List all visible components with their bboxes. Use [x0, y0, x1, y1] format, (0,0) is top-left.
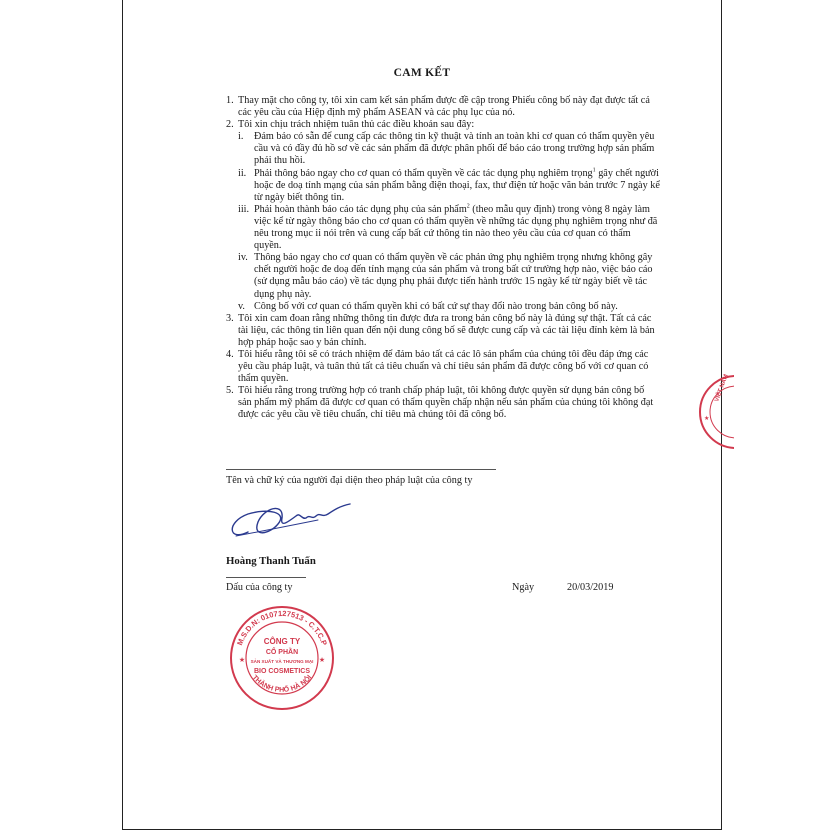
list-item: [226, 95, 660, 119]
seal-line-4: BIO COSMETICS: [253, 668, 311, 675]
sub-item-text: Thông báo ngay cho cơ quan có thẩm quyền về các phản ứng phụ nghiêm trọng nhưng không gây chết người hoặc đe doạ đến tính mạng của sản phẩm và trong bất cứ trường hợp nào, việc báo cáo (sử dụng mẫu báo cáo) về tác dụng phụ phải được tiến hành trước 15 ngày kể từ ngày biết về tác dụng phụ này.: [254, 252, 653, 300]
item-text: Tôi xin chịu trách nhiệm tuân thủ các điều khoản sau đây:: [238, 119, 475, 131]
sub-item-text: Đảm bảo có sẵn để cung cấp các thông tin kỹ thuật và tính an toàn khi cơ quan có thẩm quyền yêu cầu và có đầy đủ hồ sơ về các sản phẩm đã được phân phối để báo cáo trong trường hợp sản phẩm phải thu hồi.: [254, 131, 655, 167]
item-text: Thay mặt cho công ty, tôi xin cam kết sản phẩm được đề cập trong Phiếu công bố này đạt được tất cả các yêu cầu của Hiệp định mỹ phẩm ASEAN và các phụ lục của nó.: [238, 95, 650, 119]
sub-item: [226, 252, 660, 300]
stamp-line: [226, 577, 306, 578]
sub-item-text: Phải hoàn thành báo cáo tác dụng phụ của sản phẩm: [254, 203, 467, 215]
sub-item-text: Phải thông báo ngay cho cơ quan có thẩm quyền về các tác dụng phụ nghiêm trọng: [254, 167, 593, 179]
item-text: Tôi hiểu rằng trong trường hợp có tranh chấp pháp luật, tôi không được quyền sử dụng bản công bố sản phẩm mỹ phẩm đã được cơ quan có thẩm quyền chấp nhận nếu sản phẩm của chúng tôi không đạt được các yêu cầu về tiêu chuẩn, chỉ tiêu mà chúng tôi đã công bố.: [238, 385, 654, 421]
edge-seal-icon: [694, 372, 734, 452]
list-item: [226, 385, 660, 421]
sub-item-text-cont: gây chết người hoặc đe doạ tính mạng của sản phẩm bằng điện thoại, fax, thư điện tử hoặc văn bản trước 7 ngày kể từ ngày biết thông tin.: [254, 167, 660, 203]
seal-ring-text: M.S.D.N: 0107127513 - C.T.C.P: [235, 608, 329, 647]
date-label: Ngày: [512, 582, 535, 593]
sub-item: [226, 168, 660, 204]
sub-item: [226, 301, 660, 313]
date-value: 20/03/2019: [567, 582, 614, 593]
item-number: 2.: [226, 119, 234, 131]
svg-text:★: ★: [238, 656, 246, 664]
footnote-marker: 2: [466, 203, 470, 210]
stamp-label: Dấu của công ty: [226, 582, 293, 593]
sub-item: [226, 204, 660, 252]
sub-item-number: ii.: [238, 167, 247, 179]
document-title: CAM KẾT: [393, 67, 451, 79]
seal-line-3: SẢN XUẤT VÀ THƯƠNG MẠI: [250, 659, 314, 664]
list-item: [226, 313, 660, 349]
document-body: [226, 95, 660, 422]
item-number: 1.: [226, 95, 234, 106]
footnote-marker: 1: [592, 167, 596, 174]
sub-item-text: Công bố với cơ quan có thẩm quyền khi có bất cứ sự thay đổi nào trong bản công bố này.: [254, 300, 618, 312]
signer-name: Hoàng Thanh Tuấn: [226, 555, 316, 567]
item-number: 5.: [226, 385, 234, 397]
sub-item-number: iv.: [238, 252, 248, 264]
sub-item-number: v.: [238, 300, 245, 312]
item-number: 3.: [226, 312, 234, 324]
company-seal-icon: [228, 604, 336, 712]
svg-text:★: ★: [318, 656, 326, 664]
seal-line-1: CÔNG TY: [263, 637, 301, 646]
sub-item-number: i.: [238, 131, 244, 143]
seal-line-2: CỔ PHẦN: [265, 649, 299, 656]
seal-bottom-text: THÀNH PHỐ HÀ NỘI: [250, 674, 314, 694]
item-number: 4.: [226, 348, 234, 360]
svg-text:★: ★: [704, 416, 710, 422]
item-text: Tôi hiểu rằng tôi sẽ có trách nhiệm để đảm bảo tất cả các lô sản phẩm của chúng tôi đều đáp ứng các yêu cầu pháp luật, và tuân thủ tất cả tiêu chuẩn và chỉ tiêu sản phẩm đã được công bố với cơ quan có thẩm quyền.: [238, 348, 649, 385]
representative-label: Tên và chữ ký của người đại diện theo pháp luật của công ty: [226, 475, 473, 486]
svg-text:THÀNH PHỐ HÀ NỘI: [251, 674, 314, 694]
list-item: [226, 119, 660, 131]
edge-seal-text: VIỆT NAM: [714, 373, 730, 403]
sub-item: [226, 131, 660, 167]
item-text: Tôi xin cam đoan rằng những thông tin được đưa ra trong bản công bố này là đúng sự thật. Tất cả các tài liệu, các thông tin liên quan đến nội dung công bố sẽ được cung cấp và các tài liệu đính kèm là bản hợp pháp hoặc sao y bản chính.: [238, 312, 655, 348]
sub-item-number: iii.: [238, 203, 250, 215]
signature-image: [218, 492, 358, 552]
sub-item-text-cont: (theo mẫu quy định) trong vòng 8 ngày làm việc kể từ ngày thông báo cho cơ quan có thẩm quyền về những tác dụng phụ nghiêm trọng như đã nêu trong mục ii nói trên và cung cấp bất cứ thông tin nào theo yêu cầu của cơ quan có thẩm quyền.: [254, 203, 658, 252]
signature-line: [226, 469, 496, 470]
list-item: [226, 349, 660, 385]
